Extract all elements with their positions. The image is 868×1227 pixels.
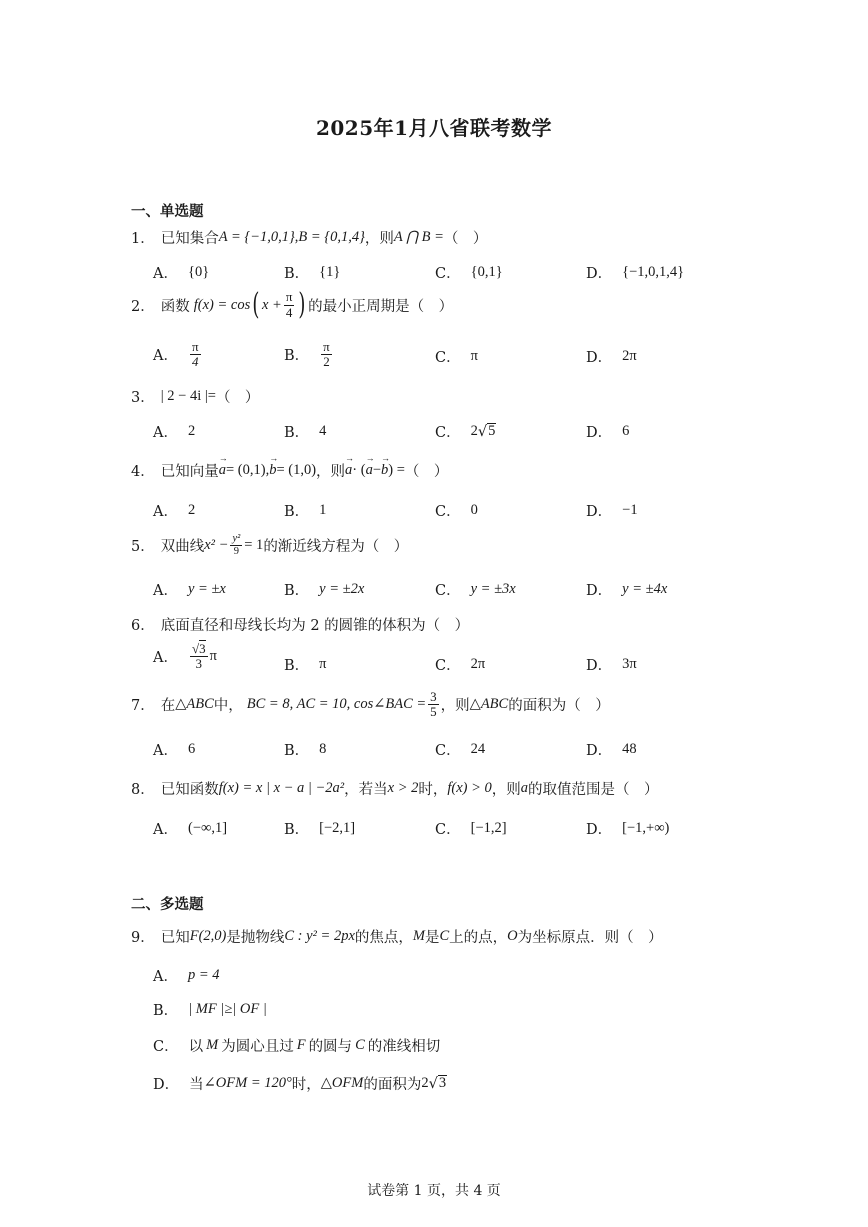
question-number: 8． [131, 782, 155, 798]
option-value: [−1,+∞) [622, 820, 670, 836]
option-label: C． [435, 266, 461, 282]
option-text: 的准线相切 [367, 1039, 441, 1055]
fraction [230, 533, 242, 557]
option-a [153, 421, 195, 442]
option-b [284, 654, 326, 675]
option-value: {1} [319, 264, 341, 280]
option-label: A． [153, 583, 178, 599]
math-expression: A ⋂ B = [393, 229, 444, 245]
condition: f(x) > 0 [447, 780, 492, 796]
option-d [586, 262, 684, 283]
fraction-denominator: 4 [285, 304, 293, 320]
option-c [435, 421, 496, 442]
option-label: C． [435, 658, 461, 674]
fraction-numerator: 3 [430, 689, 437, 704]
radical-sign: √ [191, 641, 200, 656]
option-label: D． [153, 1077, 180, 1093]
option-label: D． [586, 743, 613, 759]
option-d [586, 818, 669, 839]
question-number: 4． [131, 464, 155, 480]
fraction-denominator: 2 [323, 354, 330, 370]
set-b: B = {0,1,4} [298, 229, 365, 245]
fraction-numerator: π [323, 339, 330, 354]
question-text: ，则 [491, 782, 521, 798]
fraction-denominator: 9 [233, 545, 239, 557]
option-label: B． [284, 658, 310, 674]
option-a [153, 965, 220, 986]
question-text: ，则 [316, 464, 346, 480]
option-text: 的面积为 [363, 1077, 422, 1093]
option-label: D． [586, 504, 613, 520]
option-value: π [209, 648, 217, 665]
question-text: 的渐近线方程为（ ） [263, 538, 409, 555]
fraction-numerator: π [191, 339, 199, 354]
option-d [586, 654, 637, 675]
math-term: x² − [204, 536, 229, 553]
answer-paren: （ ） [404, 464, 449, 480]
option-value: 2π [470, 656, 486, 672]
vector-a: → a [219, 462, 226, 479]
section-heading-multiple-choice: 二、多选题 [131, 896, 204, 913]
curve-c: C [439, 928, 450, 944]
question-7 [131, 690, 610, 720]
math-operator: ) = [388, 462, 405, 478]
option-c [435, 654, 485, 675]
question-number: 5． [131, 538, 155, 555]
option-value: y = ±3x [470, 581, 516, 597]
option-b [284, 739, 326, 760]
question-text: 为坐标原点．则（ ） [517, 930, 663, 946]
option-label: B． [284, 743, 310, 759]
question-text: 已知函数 [160, 782, 219, 798]
option-b [284, 579, 364, 600]
radicand: 3 [199, 641, 206, 656]
function-expression: f(x) = cos [193, 296, 251, 313]
option-label: A． [153, 743, 178, 759]
option-coef: 2 [470, 423, 478, 439]
option-fraction [321, 340, 332, 370]
option-value: 2 [187, 423, 196, 439]
math-operator: − [372, 462, 382, 478]
triangle-name: △ABC [469, 696, 509, 713]
option-d [586, 421, 629, 442]
option-c [435, 346, 478, 367]
question-9 [131, 926, 663, 947]
question-5 [131, 533, 408, 557]
option-label: A． [153, 425, 178, 441]
page-footer: 试卷第 1 页，共 4 页 [367, 1183, 501, 1199]
math-operator: · ( [352, 462, 366, 478]
option-value: 6 [187, 741, 196, 757]
option-a [153, 579, 226, 600]
option-coef: 2 [421, 1075, 429, 1091]
question-2 [131, 287, 454, 322]
option-c [435, 818, 507, 839]
option-value: y = ±2x [319, 581, 365, 597]
question-text: ，则 [440, 698, 470, 715]
option-label: A． [153, 266, 178, 282]
option-b [284, 262, 340, 283]
option-d [586, 500, 638, 521]
option-label: A． [153, 348, 178, 365]
option-label: D． [586, 583, 613, 599]
option-label: C． [435, 822, 461, 838]
option-a [153, 262, 209, 283]
option-text: 为圆心且过 [221, 1039, 294, 1055]
option-value: {−1,0,1,4} [622, 264, 685, 280]
question-text: 底面直径和母线长均为 2 的圆锥的体积为（ ） [160, 618, 470, 634]
question-text: 的焦点， [354, 930, 413, 946]
fraction-numerator [190, 642, 208, 657]
point-m: M [206, 1037, 219, 1053]
option-b [284, 818, 355, 839]
option-label: B． [284, 583, 310, 599]
question-text: 上的点， [449, 930, 508, 946]
condition: x > 2 [387, 780, 419, 796]
option-label: B． [284, 822, 310, 838]
option-value: 1 [319, 502, 327, 518]
option-label: A． [153, 504, 178, 520]
option-value: [−2,1] [319, 820, 356, 836]
option-label: A． [153, 822, 178, 838]
option-value: 24 [470, 741, 486, 757]
radicand: 3 [438, 1075, 447, 1092]
function-expression: f(x) = x | x − a | −2a² [218, 780, 345, 796]
question-text: 已知 [160, 930, 190, 946]
question-3 [131, 386, 259, 407]
question-1 [131, 227, 487, 248]
option-label: B． [284, 266, 310, 282]
question-text: 是 [424, 930, 440, 946]
triangle-name: △ABC [175, 696, 214, 713]
radical-sign: √ [477, 423, 488, 440]
option-label: A． [153, 650, 178, 667]
option-label: A． [153, 969, 178, 985]
question-text: 双曲线 [160, 538, 205, 555]
parabola-equation: C : y² = 2px [284, 928, 355, 944]
option-value: (−∞,1] [187, 820, 228, 836]
vector-a-value: = (0,1), [225, 462, 270, 478]
option-a [153, 739, 195, 760]
sqrt-expression [478, 423, 497, 440]
option-label: B． [284, 504, 310, 520]
option-value: 2 [187, 502, 196, 518]
vector-b-value: = (1,0) [276, 462, 317, 478]
option-label: B． [284, 348, 310, 365]
option-c [435, 579, 516, 600]
option-d [586, 739, 637, 760]
fraction-denominator: 5 [430, 704, 437, 720]
focus-point: F(2,0) [189, 928, 227, 944]
option-c [435, 739, 485, 760]
fraction-denominator: 4 [192, 354, 199, 370]
option-value: 2π [622, 348, 637, 364]
question-number: 9． [131, 930, 155, 946]
option-text: 时， [291, 1077, 321, 1093]
vector-a: → a [366, 462, 373, 479]
option-b [284, 421, 326, 442]
given-values: BC = 8, AC = 10, cos∠BAC = [246, 696, 427, 713]
question-text: 时， [418, 782, 448, 798]
question-number: 1． [131, 231, 155, 247]
question-text: 是抛物线 [226, 930, 285, 946]
right-paren: ) [298, 287, 306, 322]
option-label: D． [586, 425, 613, 441]
option-value: 6 [622, 423, 630, 439]
option-a [153, 818, 227, 839]
option-value: 3π [622, 656, 637, 672]
option-label: C． [435, 350, 461, 366]
option-a [153, 642, 217, 672]
sqrt-expression [429, 1075, 448, 1092]
point-m: M [412, 928, 425, 944]
fraction-denominator: 3 [195, 656, 203, 672]
option-value: | MF |≥| OF | [188, 1001, 267, 1017]
inner-expression: x + [261, 296, 282, 313]
question-8 [131, 778, 659, 799]
question-text: ，若当 [344, 782, 388, 798]
question-text: 在 [160, 698, 176, 715]
variable: a [520, 780, 529, 796]
question-number: 7． [131, 698, 155, 715]
page-title: 2025年1月八省联考数学 [315, 116, 553, 140]
radical-sign: √ [428, 1075, 438, 1092]
option-c [435, 500, 478, 521]
option-label: D． [586, 658, 613, 674]
point-f: F [296, 1037, 306, 1053]
option-value: 8 [319, 741, 327, 757]
vector-b: → b [381, 462, 388, 479]
question-text: 中， [213, 698, 243, 715]
option-value: y = ±4x [622, 581, 668, 597]
option-a [153, 500, 195, 521]
question-text: 的最小正周期是（ ） [308, 298, 454, 315]
question-number: 3． [131, 390, 155, 406]
option-c [435, 262, 503, 283]
option-value: 4 [319, 423, 327, 439]
option-value: {0} [187, 264, 210, 280]
question-4 [131, 460, 448, 481]
option-fraction [190, 642, 208, 672]
option-label: C． [435, 425, 461, 441]
radicand: 5 [488, 423, 496, 440]
option-d [586, 579, 667, 600]
option-b [284, 340, 334, 370]
option-d [153, 1073, 447, 1094]
option-label: C． [435, 504, 461, 520]
option-label: D． [586, 266, 613, 282]
fraction-numerator: π [285, 289, 293, 305]
triangle-name: △OFM [320, 1075, 364, 1091]
option-value: {0,1} [470, 264, 503, 280]
math-equals: = 1 [244, 536, 264, 553]
option-label: B． [284, 425, 310, 441]
option-b [153, 999, 267, 1020]
question-text: 函数 [160, 298, 190, 315]
question-number: 6． [131, 618, 155, 634]
option-text: 以 [188, 1039, 204, 1055]
set-a: A = {−1,0,1} [218, 229, 295, 245]
option-value: −1 [622, 502, 638, 518]
answer-paren: （ ） [443, 231, 488, 247]
vector-a: → a [345, 462, 352, 479]
question-number: 2． [131, 298, 155, 315]
option-label: D． [586, 822, 613, 838]
option-label: C． [153, 1039, 179, 1055]
section-heading-single-choice: 一、单选题 [131, 203, 204, 220]
option-label: C． [435, 583, 461, 599]
option-label: C． [435, 743, 461, 759]
option-c [153, 1035, 440, 1056]
left-paren: ( [252, 287, 260, 322]
origin-o: O [507, 928, 518, 944]
question-text: ，则 [364, 231, 394, 247]
separator: , [294, 229, 299, 245]
option-fraction [190, 340, 201, 370]
answer-paren: （ ） [215, 390, 260, 406]
option-a [153, 340, 203, 370]
option-value: π [470, 348, 478, 364]
question-text: 的取值范围是（ ） [528, 782, 659, 798]
option-text: 当 [189, 1077, 204, 1093]
math-expression: | 2 − 4i |= [160, 388, 216, 404]
question-text: 的面积为（ ） [508, 698, 610, 715]
fraction [428, 690, 439, 720]
question-text: 已知集合 [160, 231, 219, 247]
option-label: D． [586, 350, 613, 366]
fraction [284, 290, 295, 320]
option-value: π [319, 656, 327, 672]
option-value: y = ±x [187, 581, 226, 597]
option-value: [−1,2] [470, 820, 507, 836]
option-b [284, 500, 326, 521]
curve-c: C [355, 1037, 365, 1053]
option-text: 的圆与 [308, 1039, 353, 1055]
question-text: 已知向量 [160, 464, 219, 480]
option-label: B． [153, 1003, 179, 1019]
vector-b: → b [269, 462, 276, 479]
fraction-numerator: y² [232, 533, 241, 544]
question-6 [131, 614, 469, 635]
option-value: p = 4 [187, 967, 220, 983]
option-value: 48 [622, 741, 637, 757]
angle-expression: ∠OFM = 120° [203, 1075, 292, 1091]
option-d [586, 346, 637, 367]
option-value: 0 [470, 502, 478, 518]
